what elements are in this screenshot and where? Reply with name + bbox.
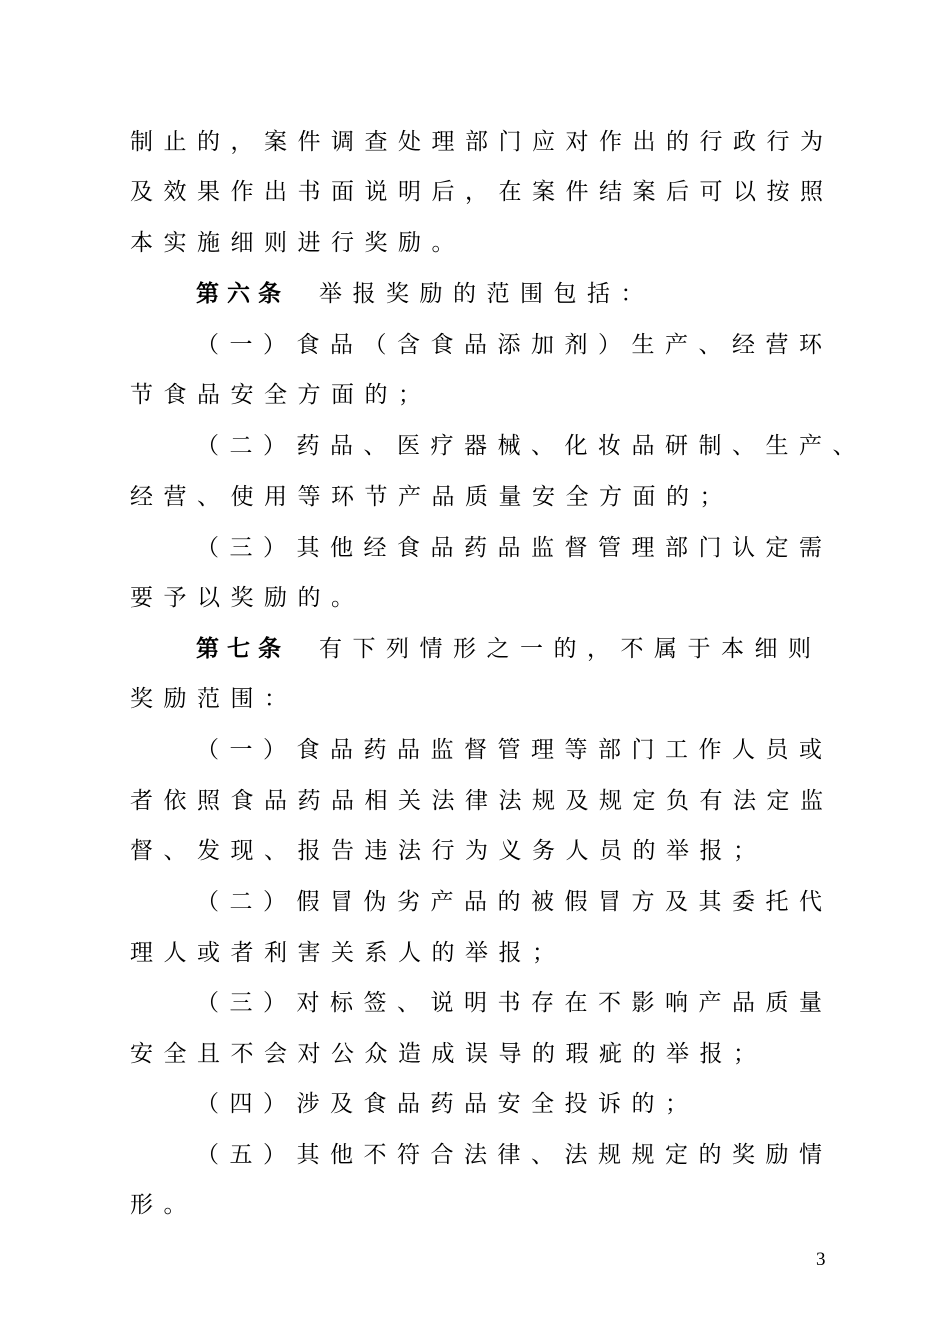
article-7-item-2-line-2: 理人或者利害关系人的举报；	[130, 940, 566, 966]
article-7-item-2-line-1: （二）假冒伪劣产品的被假冒方及其委托代	[196, 889, 833, 915]
page-number: 3	[816, 1249, 826, 1270]
article-6-item-2-line-2: 经营、使用等环节产品质量安全方面的；	[130, 484, 733, 510]
article-7-item-4-line-1: （四）涉及食品药品安全投诉的；	[196, 1091, 699, 1117]
article-6-heading	[196, 274, 654, 314]
paragraph-line: 本实施细则进行奖励。	[130, 230, 465, 256]
article-6-item-1-line-2: 节食品安全方面的；	[130, 382, 432, 408]
article-7-item-1-line-1: （一）食品药品监督管理等部门工作人员或	[196, 737, 833, 763]
article-7-intro-line-2: 奖励范围：	[130, 686, 298, 712]
article-6-intro: 举报奖励的范围包括：	[319, 281, 654, 307]
article-6-item-3-line-1: （三）其他经食品药品监督管理部门认定需	[196, 535, 833, 561]
article-6-label: 第六条	[196, 281, 289, 307]
article-7-item-3-line-2: 安全且不会对公众造成误导的瑕疵的举报；	[130, 1041, 767, 1067]
article-6-item-1-line-1: （一）食品（含食品添加剂）生产、经营环	[196, 332, 833, 358]
paragraph-line: 及效果作出书面说明后，在案件结案后可以按照	[130, 179, 834, 205]
article-7-heading	[196, 629, 822, 669]
article-7-item-1-line-3: 督、发现、报告违法行为义务人员的举报；	[130, 838, 767, 864]
article-7-item-1-line-2: 者依照食品药品相关法律法规及规定负有法定监	[130, 788, 834, 814]
article-6-item-3-line-2: 要予以奖励的。	[130, 585, 365, 611]
article-7-item-5-line-2: 形。	[130, 1192, 197, 1218]
paragraph-line: 制止的，案件调查处理部门应对作出的行政行为	[130, 129, 834, 155]
article-6-item-2-line-1: （二）药品、医疗器械、化妆品研制、生产、	[196, 433, 866, 459]
article-7-label: 第七条	[196, 636, 289, 662]
article-7-item-5-line-1: （五）其他不符合法律、法规规定的奖励情	[196, 1142, 833, 1168]
article-7-item-3-line-1: （三）对标签、说明书存在不影响产品质量	[196, 990, 833, 1016]
article-7-intro: 有下列情形之一的，不属于本细则	[319, 636, 822, 662]
